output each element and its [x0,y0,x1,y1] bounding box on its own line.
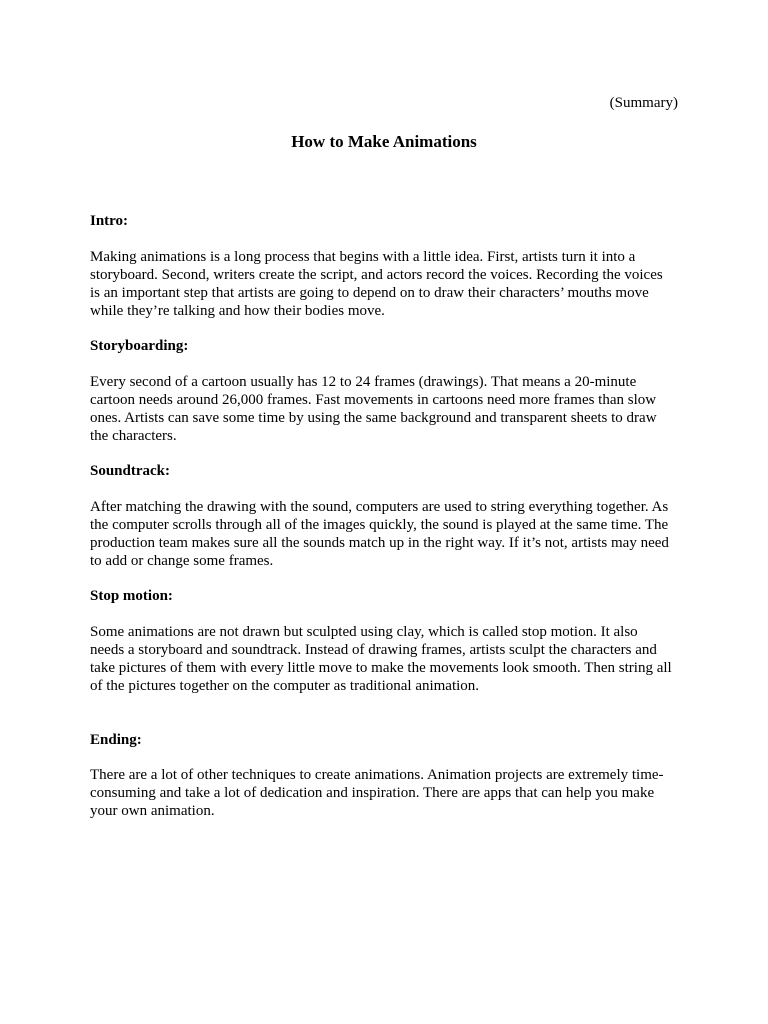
section-body-intro [90,248,680,320]
section-body-stop-motion [90,623,680,695]
paragraph-line: needs a storyboard and soundtrack. Instead of drawing frames, artists sculpt the characters and [90,642,657,658]
paragraph-line: of the pictures together on the computer as traditional animation. [90,678,480,694]
paragraph-line: storyboard. Second, writers create the script, and actors record the voices. Recording the voices [90,267,663,283]
paragraph-line: cartoon needs around 26,000 frames. Fast movements in cartoons need more frames than slow [90,392,657,408]
section-heading-soundtrack: Soundtrack: [90,463,171,479]
paragraph-line: Every second of a cartoon usually has 12 to 24 frames (drawings). That means a 20-minute [90,374,637,390]
section-body-storyboarding [90,373,680,445]
paragraph-line: consuming and take a lot of dedication and inspiration. There are apps that can help you make [90,785,655,801]
section-heading-intro: Intro: [90,213,129,229]
section-heading-stop-motion: Stop motion: [90,588,173,604]
paragraph-line: Some animations are not drawn but sculpted using clay, which is called stop motion. It also [90,624,638,640]
section-body-soundtrack [90,498,680,570]
paragraph-line: ones. Artists can save some time by using the same background and transparent sheets to draw [90,410,657,426]
section-body-ending [90,766,680,820]
paragraph-line: your own animation. [90,803,215,819]
paragraph-line: There are a lot of other techniques to create animations. Animation projects are extremely time- [90,767,664,783]
paragraph-line: is an important step that artists are going to depend on to draw their characters’ mouths move [90,285,649,301]
paragraph-line: After matching the drawing with the sound, computers are used to string everything together. As [90,499,669,515]
summary-label: (Summary) [609,95,678,111]
paragraph-line: the characters. [90,428,177,444]
paragraph-line: take pictures of them with every little move to make the movements look smooth. Then string all [90,660,672,676]
section-heading-storyboarding: Storyboarding: [90,338,189,354]
paragraph-line: to add or change some frames. [90,553,274,569]
paragraph-line: the computer scrolls through all of the images quickly, the sound is played at the same time. The [90,517,669,533]
page-title: How to Make Animations [291,132,477,151]
paragraph-line: production team makes sure all the sounds match up in the right way. If it’s not, artists may need [90,535,669,551]
section-heading-ending: Ending: [90,732,142,748]
paragraph-line: Making animations is a long process that begins with a little idea. First, artists turn it into a [90,249,636,265]
paragraph-line: while they’re talking and how their bodies move. [90,303,385,319]
